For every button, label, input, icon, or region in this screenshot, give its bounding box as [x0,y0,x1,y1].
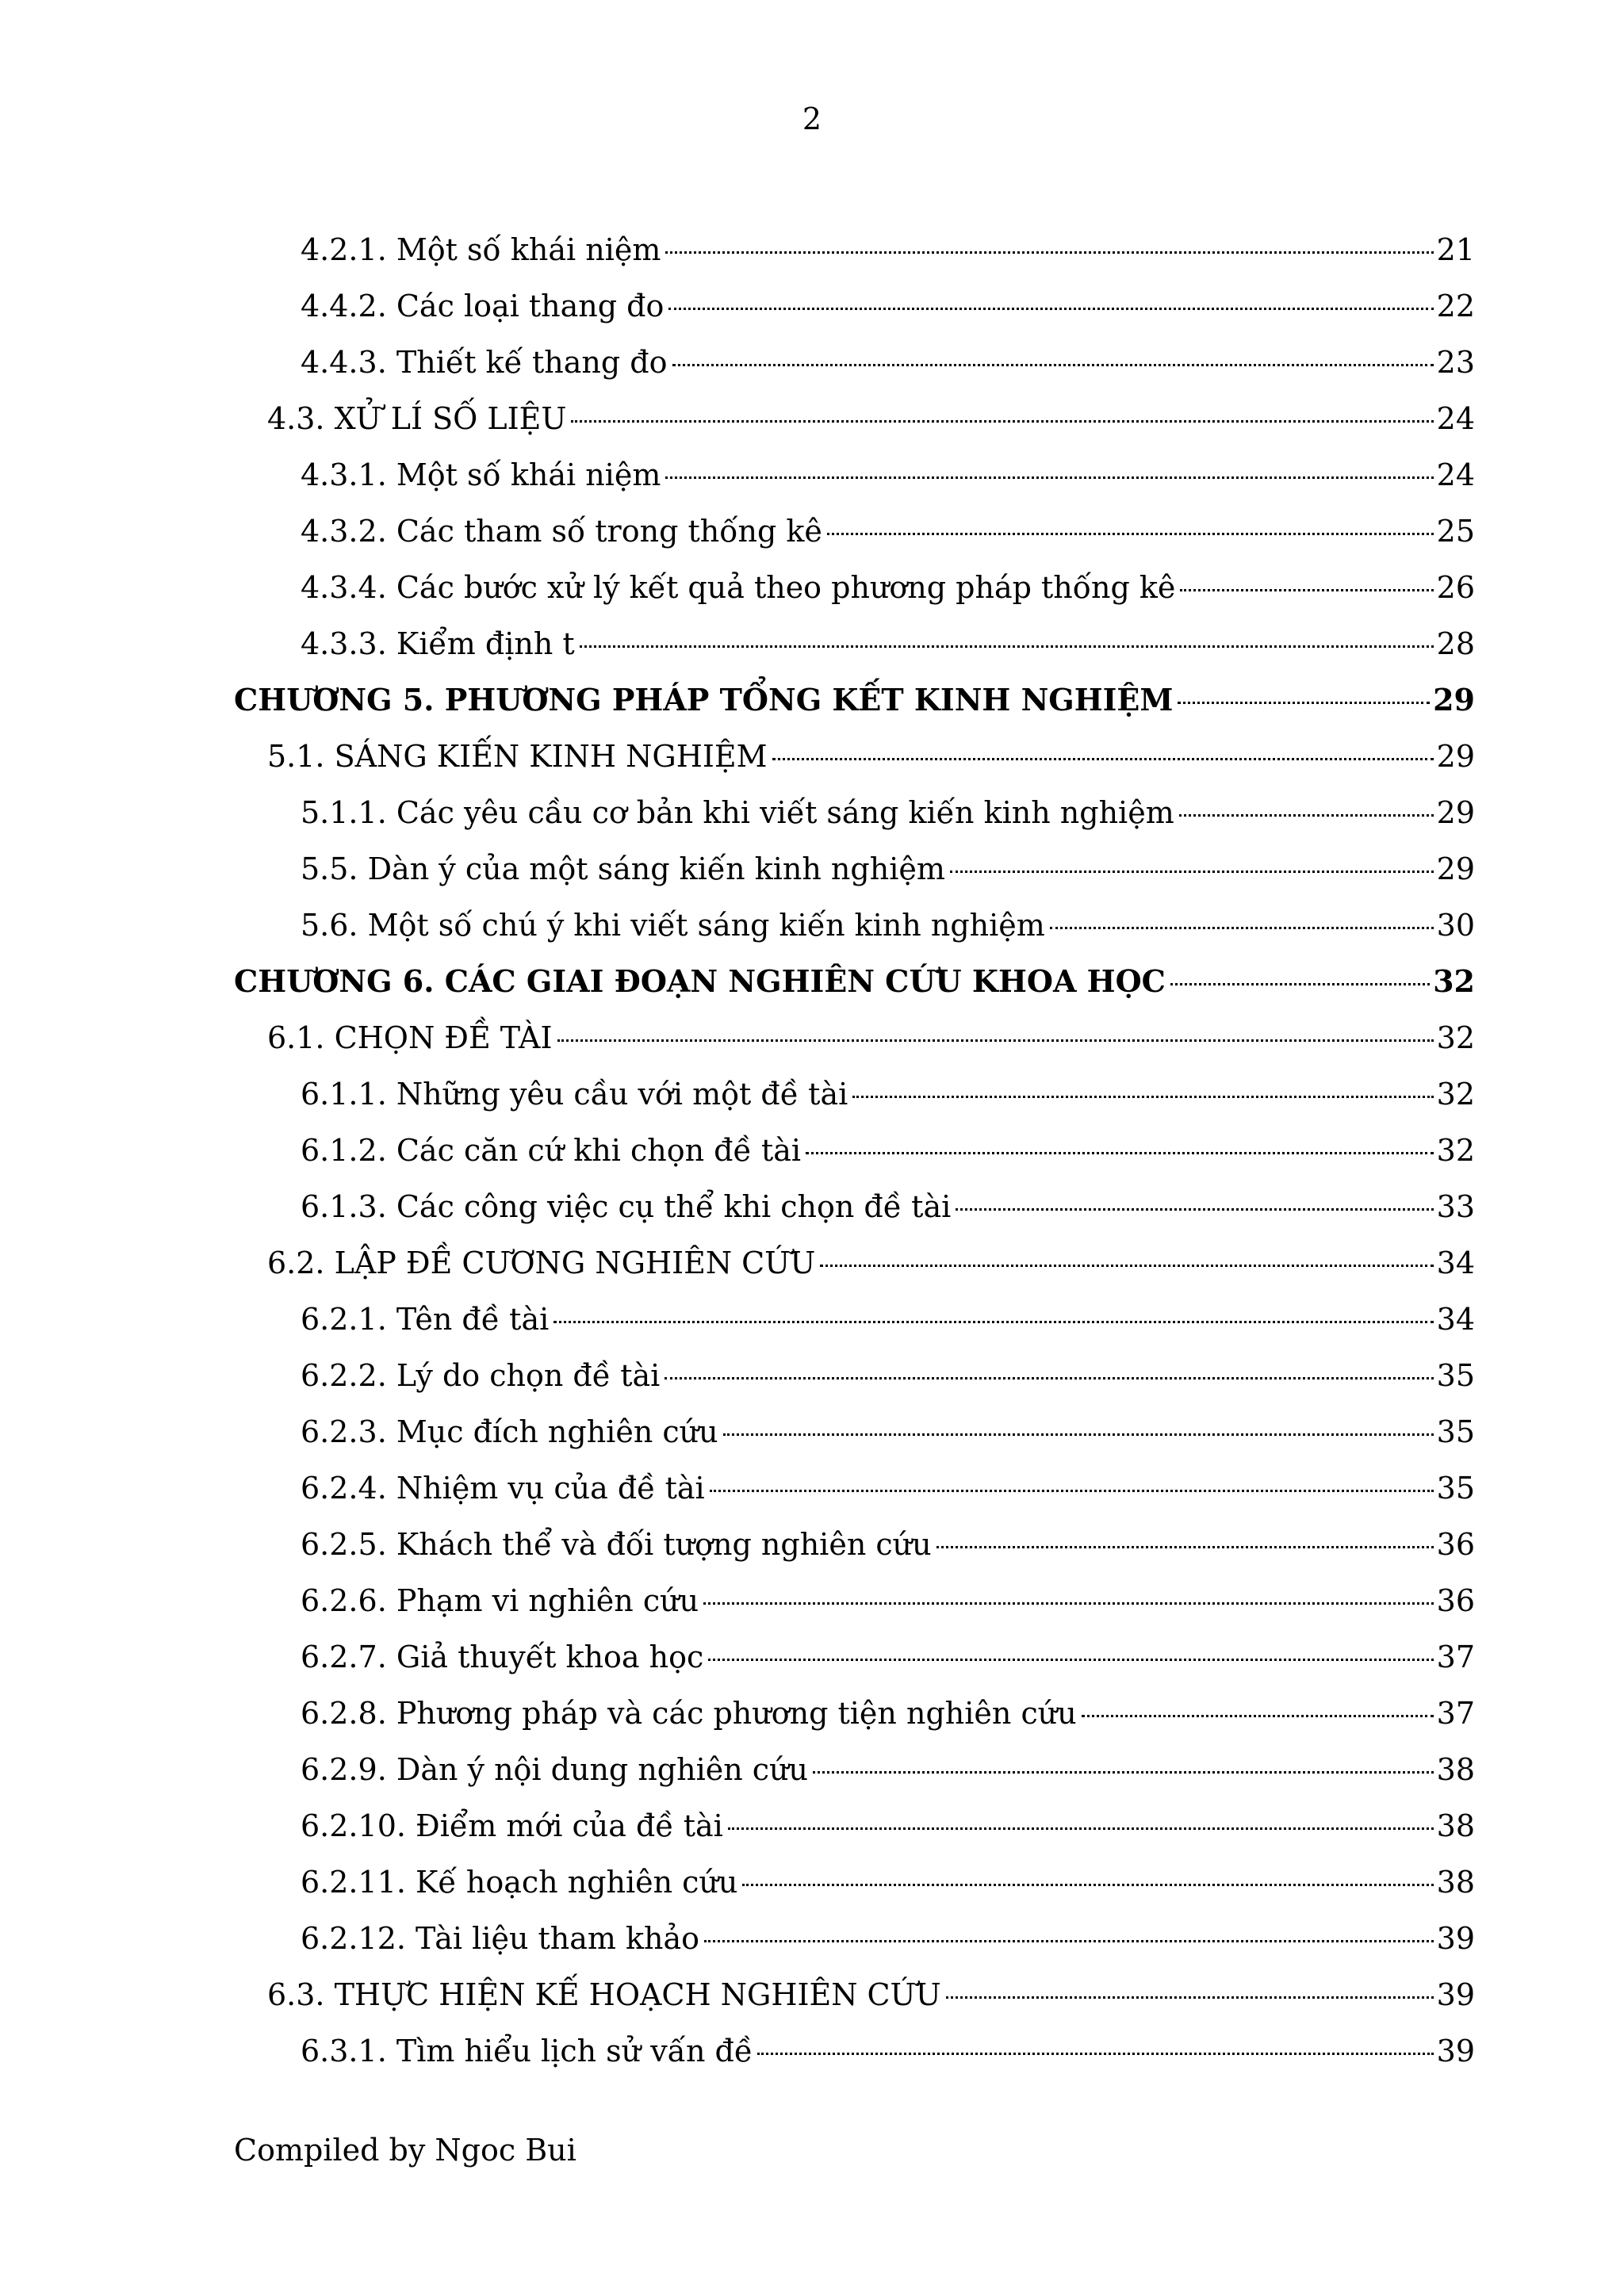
toc-subsection-entry[interactable] [234,1077,1475,1133]
toc-entry-page-number: 35 [1436,1358,1475,1393]
toc-entry-page-number: 23 [1436,345,1475,380]
toc-entry-page-number: 34 [1436,1302,1475,1337]
toc-dot-leader [571,420,1433,423]
toc-subsection-entry[interactable] [234,232,1475,289]
toc-entry-page-number: 36 [1436,1583,1475,1618]
toc-entry-page-number: 39 [1436,2034,1475,2068]
toc-entry-page-number: 32 [1436,1077,1475,1112]
toc-entry-label: 4.3. XỬ LÍ SỐ LIỆU [267,401,567,436]
toc-subsection-entry[interactable] [234,514,1475,570]
toc-entry-label: 6.2.9. Dàn ý nội dung nghiên cứu [301,1752,809,1787]
toc-entry-page-number: 38 [1436,1752,1475,1787]
toc-entry-label: 6.2.12. Tài liệu tham khảo [301,1921,700,1956]
toc-dot-leader [827,533,1434,535]
toc-dot-leader [1179,814,1434,817]
toc-subsection-entry[interactable] [234,345,1475,401]
toc-subsection-entry[interactable] [234,1752,1475,1808]
toc-entry-page-number: 26 [1436,570,1475,605]
toc-entry-label: 5.1. SÁNG KIẾN KINH NGHIỆM [267,739,768,774]
toc-dot-leader [1050,927,1434,929]
toc-entry-page-number: 39 [1436,1977,1475,2012]
toc-dot-leader [708,1659,1433,1661]
toc-entry-label: 6.2. LẬP ĐỀ CƯƠNG NGHIÊN CỨU [267,1246,816,1280]
toc-entry-label: 6.2.5. Khách thể và đối tượng nghiên cứu [301,1527,932,1562]
toc-dot-leader [806,1152,1434,1154]
toc-dot-leader [813,1771,1434,1774]
toc-subsection-entry[interactable] [234,1696,1475,1752]
toc-entry-label: 6.2.8. Phương pháp và các phương tiện nghiên cứu [301,1696,1077,1731]
toc-entry-page-number: 30 [1436,908,1475,943]
toc-entry-page-number: 32 [1433,963,1475,999]
toc-dot-leader [723,1433,1434,1436]
toc-subsection-entry[interactable] [234,1921,1475,1977]
toc-entry-page-number: 33 [1436,1189,1475,1224]
toc-entry-page-number: 29 [1436,851,1475,886]
toc-dot-leader [1082,1715,1434,1717]
toc-dot-leader [852,1096,1433,1098]
toc-entry-page-number: 29 [1433,682,1475,718]
toc-entry-page-number: 34 [1436,1246,1475,1280]
toc-subsection-entry[interactable] [234,289,1475,345]
toc-entry-label: 5.1.1. Các yêu cầu cơ bản khi viết sáng kiến kinh nghiệm [301,795,1174,830]
toc-dot-leader [772,758,1434,760]
toc-entry-page-number: 32 [1436,1020,1475,1055]
toc-entry-label: 4.3.4. Các bước xử lý kết quả theo phương pháp thống kê [301,570,1176,605]
toc-subsection-entry[interactable] [234,1583,1475,1640]
toc-entry-label: 6.1.3. Các công việc cụ thể khi chọn đề tài [301,1189,952,1224]
toc-entry-label: 6.1. CHỌN ĐỀ TÀI [267,1020,553,1055]
toc-entry-label: 6.1.1. Những yêu cầu với một đề tài [301,1077,848,1112]
toc-dot-leader [665,1377,1433,1380]
toc-subsection-entry[interactable] [234,1302,1475,1358]
toc-dot-leader [580,645,1434,648]
toc-entry-page-number: 24 [1436,457,1475,492]
toc-dot-leader [757,2053,1433,2055]
toc-entry-label: 5.5. Dàn ý của một sáng kiến kinh nghiệm [301,851,945,886]
toc-entry-label: 6.2.3. Mục đích nghiên cứu [301,1414,718,1449]
toc-subsection-entry[interactable] [234,1640,1475,1696]
toc-entry-label: 6.2.2. Lý do chọn đề tài [301,1358,661,1393]
toc-entry-label: CHƯƠNG 5. PHƯƠNG PHÁP TỔNG KẾT KINH NGHIỆM [234,682,1174,718]
toc-subsection-entry[interactable] [234,457,1475,514]
toc-entry-page-number: 32 [1436,1133,1475,1168]
toc-entry-page-number: 39 [1436,1921,1475,1956]
toc-dot-leader [665,476,1433,479]
toc-entry-page-number: 21 [1436,232,1475,267]
toc-entry-label: CHƯƠNG 6. CÁC GIAI ĐOẠN NGHIÊN CỨU KHOA HỌC [234,963,1166,999]
toc-dot-leader [704,1940,1434,1942]
toc-entry-page-number: 24 [1436,401,1475,436]
toc-dot-leader [936,1546,1434,1548]
toc-entry-page-number: 35 [1436,1414,1475,1449]
toc-subsection-entry[interactable] [234,908,1475,964]
toc-subsection-entry[interactable] [234,1527,1475,1583]
toc-subsection-entry[interactable] [234,1471,1475,1527]
toc-dot-leader [1178,702,1430,704]
toc-section-entry[interactable] [234,739,1475,795]
table-of-contents [234,232,1475,2090]
toc-entry-label: 6.2.11. Kế hoạch nghiên cứu [301,1865,738,1900]
toc-entry-label: 6.2.1. Tên đề tài [301,1302,550,1337]
toc-chapter-entry[interactable] [234,964,1475,1020]
toc-entry-label: 6.2.6. Phạm vi nghiên cứu [301,1583,699,1618]
toc-entry-page-number: 29 [1436,795,1475,830]
toc-subsection-entry[interactable] [234,851,1475,908]
toc-dot-leader [668,308,1433,310]
toc-entry-page-number: 37 [1436,1696,1475,1731]
toc-dot-leader [703,1602,1434,1605]
toc-entry-label: 4.3.1. Một số khái niệm [301,457,661,492]
toc-dot-leader [728,1827,1434,1830]
toc-dot-leader [946,1996,1434,1999]
toc-section-entry[interactable] [234,1246,1475,1302]
toc-subsection-entry[interactable] [234,1865,1475,1921]
toc-entry-page-number: 35 [1436,1471,1475,1506]
toc-entry-label: 4.3.2. Các tham số trong thống kê [301,514,822,549]
toc-entry-label: 6.3. THỰC HIỆN KẾ HOẠCH NGHIÊN CỨU [267,1977,941,2012]
page-number: 2 [802,101,822,136]
toc-subsection-entry[interactable] [234,1133,1475,1189]
toc-entry-label: 6.2.10. Điểm mới của đề tài [301,1808,723,1843]
toc-dot-leader [557,1039,1434,1042]
toc-entry-page-number: 38 [1436,1865,1475,1900]
toc-dot-leader [956,1208,1433,1211]
toc-subsection-entry[interactable] [234,570,1475,626]
toc-entry-page-number: 29 [1436,739,1475,774]
toc-entry-page-number: 37 [1436,1640,1475,1674]
toc-subsection-entry[interactable] [234,626,1475,683]
toc-dot-leader [1170,983,1430,985]
toc-subsection-entry[interactable] [234,1414,1475,1471]
toc-dot-leader [710,1490,1434,1492]
toc-entry-label: 5.6. Một số chú ý khi viết sáng kiến kinh nghiệm [301,908,1045,943]
toc-subsection-entry[interactable] [234,795,1475,851]
toc-entry-page-number: 22 [1436,289,1475,323]
toc-dot-leader [553,1321,1433,1323]
toc-entry-label: 6.2.7. Giả thuyết khoa học [301,1640,704,1674]
toc-entry-label: 4.2.1. Một số khái niệm [301,232,661,267]
footer-compiled-by: Compiled by Ngoc Bui [234,2133,576,2168]
toc-dot-leader [820,1265,1433,1267]
toc-entry-label: 6.3.1. Tìm hiểu lịch sử vấn đề [301,2034,753,2068]
toc-chapter-entry[interactable] [234,683,1475,739]
toc-entry-label: 4.4.2. Các loại thang đo [301,289,665,323]
toc-dot-leader [665,251,1433,254]
toc-section-entry[interactable] [234,401,1475,457]
toc-dot-leader [1180,589,1433,591]
toc-entry-page-number: 25 [1436,514,1475,549]
toc-subsection-entry[interactable] [234,1189,1475,1246]
toc-entry-label: 6.1.2. Các căn cứ khi chọn đề tài [301,1133,802,1168]
toc-subsection-entry[interactable] [234,1808,1475,1865]
toc-entry-label: 4.3.3. Kiểm định t [301,626,575,661]
toc-section-entry[interactable] [234,1977,1475,2034]
toc-dot-leader [950,871,1434,873]
toc-section-entry[interactable] [234,1020,1475,1077]
toc-entry-label: 6.2.4. Nhiệm vụ của đề tài [301,1471,705,1506]
toc-dot-leader [742,1884,1433,1886]
toc-entry-page-number: 38 [1436,1808,1475,1843]
toc-entry-label: 4.4.3. Thiết kế thang đo [301,345,668,380]
toc-dot-leader [672,364,1434,366]
toc-entry-page-number: 36 [1436,1527,1475,1562]
toc-entry-page-number: 28 [1436,626,1475,661]
toc-subsection-entry[interactable] [234,2034,1475,2090]
toc-subsection-entry[interactable] [234,1358,1475,1414]
